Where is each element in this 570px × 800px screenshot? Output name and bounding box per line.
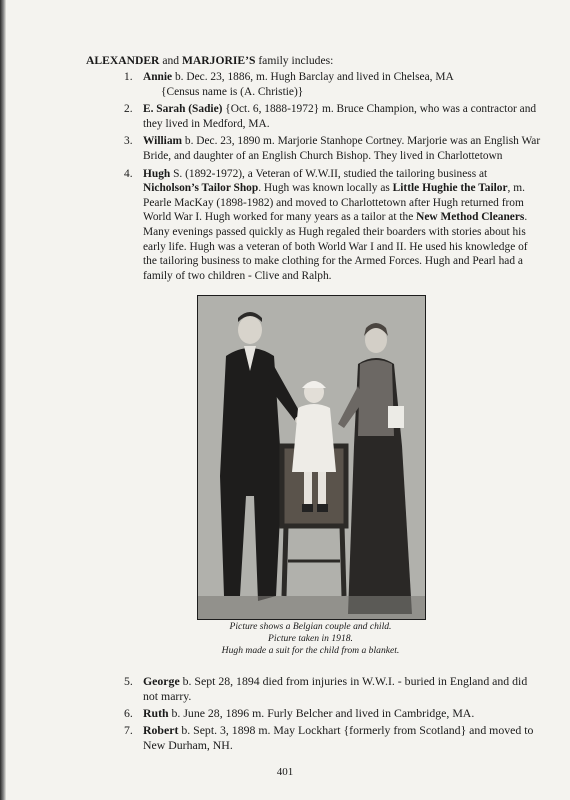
list-item-robert [124, 723, 544, 753]
intro-name-alexander: ALEXANDER [86, 54, 160, 67]
children-list-bottom [124, 674, 544, 755]
child-name: Robert [143, 723, 179, 737]
item-number: 1. [124, 71, 133, 83]
item-number: 6. [124, 706, 133, 720]
photo-caption [197, 621, 424, 658]
list-item-ruth [124, 706, 544, 721]
item-number: 5. [124, 674, 133, 688]
photo-illustration [198, 296, 425, 619]
list-item-annie [124, 70, 544, 99]
child-name: E. Sarah (Sadie) [143, 103, 223, 116]
family-photo [197, 295, 426, 620]
caption-line: Hugh made a suit for the child from a blanket. [221, 645, 400, 657]
caption-line: Picture taken in 1918. [268, 633, 353, 645]
children-list-top [124, 70, 544, 286]
list-item-hugh [124, 167, 544, 284]
nickname: Little Hughie the Tailor [392, 182, 508, 195]
list-item-sarah [124, 102, 544, 131]
item-number: 7. [124, 723, 133, 737]
census-note: {Census name is (A. Christie)} [161, 85, 304, 98]
intro-and: and [159, 54, 182, 67]
child-details: b. Dec. 23, 1886, m. Hugh Barclay and lived in Chelsea, MA [172, 71, 454, 83]
child-details: . Many evenings passed quickly as Hugh regaled their boarders with stories about his early life. Hugh was a veteran of both World War I and II. He used his knowledge of the tailoring business to make clothing for the Armed Forces. Hugh and Pearl had a family of two children - Clive and Ralph. [143, 211, 528, 282]
list-item-george [124, 674, 544, 704]
child-details: b. June 28, 1896 m. Furly Belcher and lived in Cambridge, MA. [168, 706, 475, 720]
tailor-shop-name: Nicholson’s Tailor Shop [143, 182, 259, 195]
child-details: b. Sept. 3, 1898 m. May Lockhart {formerly from Scotland} and moved to New Durham, NH. [143, 723, 534, 752]
item-number: 2. [124, 103, 133, 116]
child-details: b. Dec. 23, 1890 m. Marjorie Stanhope Cortney. Marjorie was an English War Bride, and daughter of an English Church Bishop. They lived in Charlottetown [143, 135, 541, 162]
child-details: , m. Pearle MacKay (1898-1982) and moved to Charlottetown after Hugh returned from World War I. Hugh worked for many years as a tailor at the [143, 182, 525, 224]
page-number: 401 [276, 766, 294, 778]
child-name: Ruth [143, 706, 169, 720]
child-name: William [143, 135, 183, 148]
child-name: George [143, 674, 180, 688]
intro-rest: family includes: [255, 54, 334, 67]
item-number: 3. [124, 135, 133, 148]
item-number: 4. [124, 167, 133, 180]
child-details: . Hugh was known locally as [258, 182, 393, 195]
caption-line: Picture shows a Belgian couple and child. [229, 621, 392, 632]
intro-name-marjorie: MARJORIE’S [181, 54, 256, 67]
list-item-william [124, 134, 544, 163]
family-intro [86, 54, 526, 68]
child-details: S. (1892-1972), a Veteran of W.W.II, studied the tailoring business at [170, 167, 488, 180]
child-details: b. Sept 28, 1894 died from injuries in W.W.I. - buried in England and did not marry. [143, 674, 528, 703]
child-details: {Oct. 6, 1888-1972} m. Bruce Champion, who was a contractor and they lived in Medford, MA. [143, 103, 537, 130]
child-name: Annie [143, 71, 173, 83]
employer-name: New Method Cleaners [416, 211, 525, 224]
child-name: Hugh [143, 167, 171, 180]
